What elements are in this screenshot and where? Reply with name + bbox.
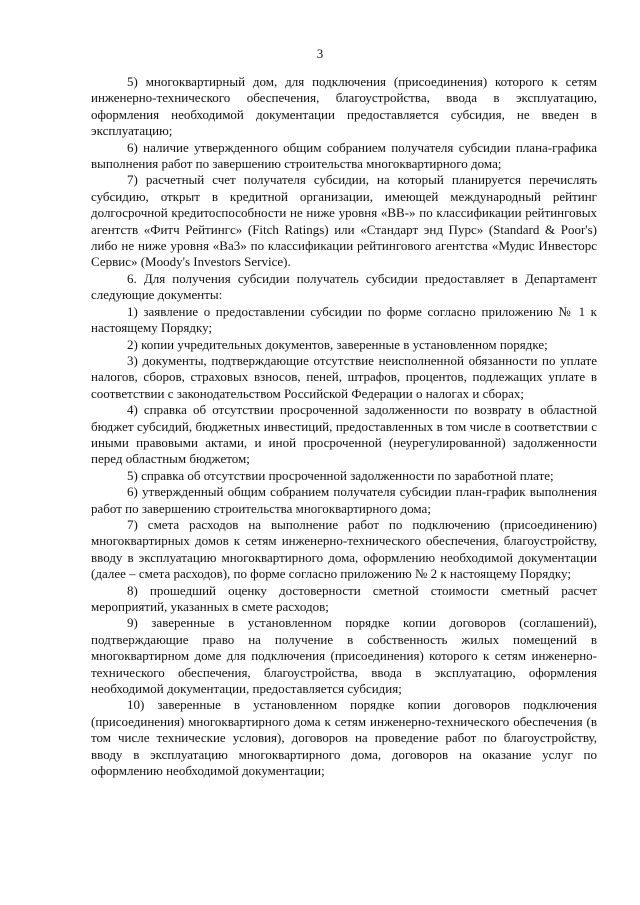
paragraph-salary-debt-certificate: 5) справка об отсутствии просроченной задолженности по заработной плате; [127,467,554,483]
document-body [91,74,597,779]
page-number: 3 [316,46,324,61]
paragraph-application: 1) заявление о предоставлении субсидии по форме согласно приложению № 1 к настоящему Порядку; [91,303,597,336]
paragraph-approved-plan-schedule: 6) утвержденный общим собранием получателя субсидии план-график выполнения работ по завершению строительства многоквартирного дома; [91,484,597,516]
paragraph-section-6-heading: 6. Для получения субсидии получатель субсидии предоставляет в Департамент следующие документы: [91,270,597,303]
paragraph-tax-obligations: 3) документы, подтверждающие отсутствие неисполненной обязанности по уплате налогов, сборов, страховых взносов, пеней, штрафов, процентов, подлежащих уплате в соответствии с законодательством Российской Федерации о налогах и сборах; [91,352,597,401]
paragraph-estimate-verification: 8) прошедший оценку достоверности сметной стоимости сметный расчет мероприятий, указанных в смете расходов; [91,582,597,614]
paragraph-settlement-account-rating: 7) расчетный счет получателя субсидии, на который планируется перечислять субсидию, открыт в кредитной организации, имеющей международный рейтинг долгосрочной кредитоспособности не ниже уровня «ВВ-» по классификации рейтинговых агентств «Фитч Рейтингс» (Fitch Ratings) или «Стандарт энд Пурс» (Standard & Poor's) либо не ниже уровня «Ba3» по классификации рейтингового агентства «Мудис Инвесторс Сервис» (Moody's Investors Service). [91,172,597,270]
paragraph-cost-estimate: 7) смета расходов на выполнение работ по подключению (присоединению) многоквартирных домов к сетям инженерно-технического обеспечения, благоустройству, вводу в эксплуатацию многоквартирного дома, оформлению необходимой документации (далее – смета расходов), по форме согласно приложению № 2 к настоящему Порядку; [91,516,597,582]
paragraph-connection-contracts: 10) заверенные в установленном порядке копии договоров подключения (присоединения) многоквартирного дома к сетям инженерно-технического обеспечения (в том числе технические условия), договоров на проведение работ по благоустройству, вводу в эксплуатацию многоквартирного дома, договоров на оказание услуг по оформлению необходимой документации; [91,697,597,779]
paragraph-approved-schedule: 6) наличие утвержденного общим собранием получателя субсидии плана-графика выполнения работ по завершению строительства многоквартирного дома; [91,139,597,172]
paragraph-budget-debt-certificate: 4) справка об отсутствии просроченной задолженности по возврату в областной бюджет субсидий, бюджетных инвестиций, предоставленных в том числе в соответствии с иными правовыми актами, и иной просроченной (неурегулированной) задолженности перед областным бюджетом; [91,402,597,467]
paragraph-founding-documents: 2) копии учредительных документов, заверенные в установленном порядке; [127,336,548,352]
paragraph-apartment-building-not-commissioned: 5) многоквартирный дом, для подключения (присоединения) которого к сетям инженерно-технического обеспечения, благоустройства, ввода в эксплуатацию, оформления необходимой документации предоставляется субсидия, не введен в эксплуатацию; [91,74,597,139]
paragraph-ownership-agreements: 9) заверенные в установленном порядке копии договоров (соглашений), подтверждающие право на получение в собственность жилых помещений в многоквартирном доме для подключения (присоединения) которого к сетям инженерно-технического обеспечения, благоустройства, ввода в эксплуатацию, оформления необходимой документации, предоставляется субсидия; [91,615,597,697]
